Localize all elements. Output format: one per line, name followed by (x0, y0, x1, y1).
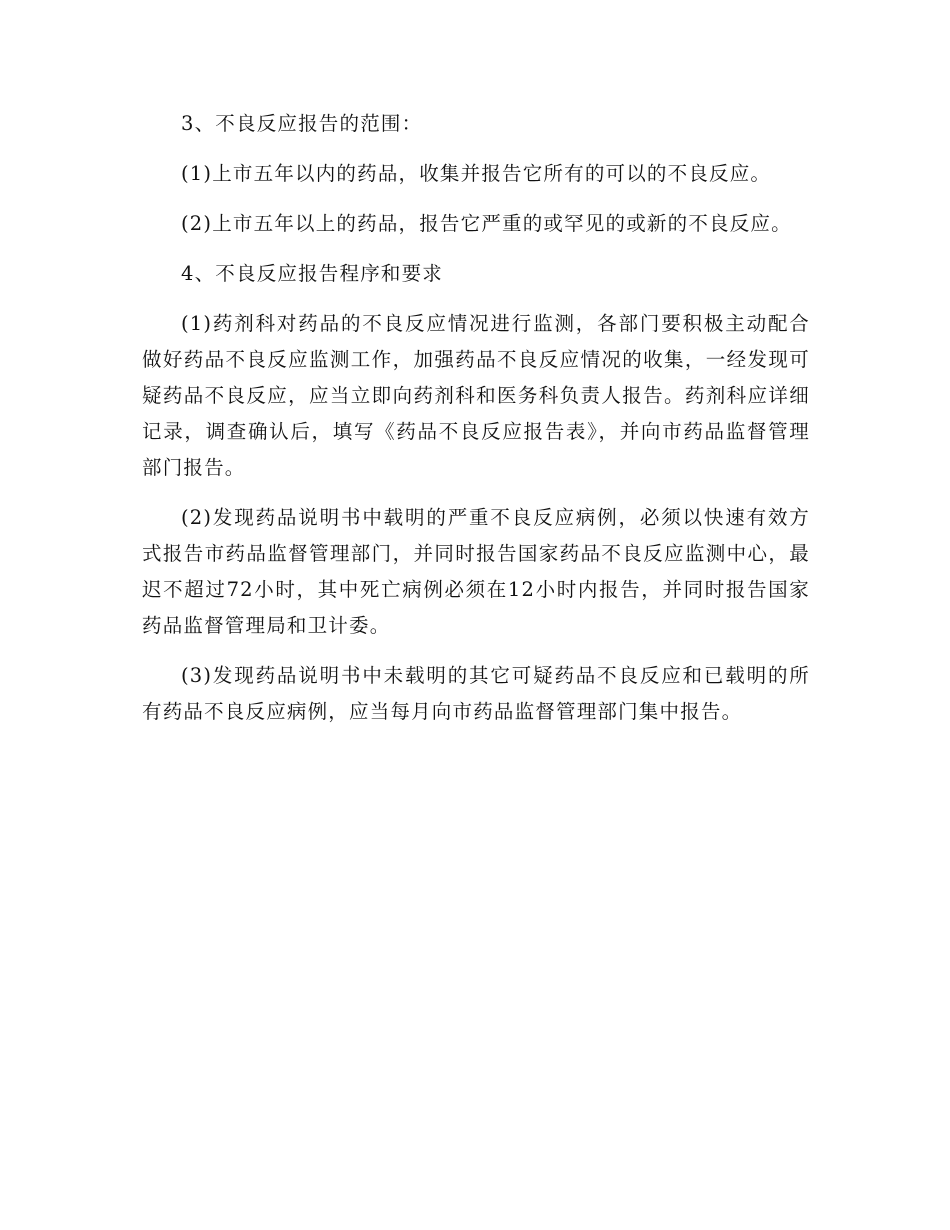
paragraph-scope-item-2: (2)上市五年以上的药品，报告它严重的或罕见的或新的不良反应。 (181, 212, 792, 235)
paragraph-procedure-item-3: (3)发现药品说明书中未载明的其它可疑药品不良反应和已载明的所有药品不良反应病例，应当每月向市药品监督管理部门集中报告。 (142, 664, 810, 723)
paragraph-scope-item-1: (1)上市五年以内的药品，收集并报告它所有的可以的不良反应。 (181, 162, 772, 185)
section-heading-report-procedure: 4、不良反应报告程序和要求 (181, 262, 444, 285)
section-heading-report-scope: 3、不良反应报告的范围： (181, 112, 423, 135)
document-body (142, 106, 810, 744)
paragraph-procedure-item-1: (1)药剂科对药品的不良反应情况进行监测，各部门要积极主动配合做好药品不良反应监测工作，加强药品不良反应情况的收集，一经发现可疑药品不良反应，应当立即向药剂科和医务科负责人报告。药剂科应详细记录，调查确认后，填写《药品不良反应报告表》，并向市药品监督管理部门报告。 (142, 312, 810, 479)
paragraph-procedure-item-2: (2)发现药品说明书中载明的严重不良反应病例，必须以快速有效方式报告市药品监督管理部门，并同时报告国家药品不良反应监测中心，最迟不超过72小时，其中死亡病例必须在12小时内报告，并同时报告国家药品监督管理局和卫计委。 (142, 506, 810, 637)
